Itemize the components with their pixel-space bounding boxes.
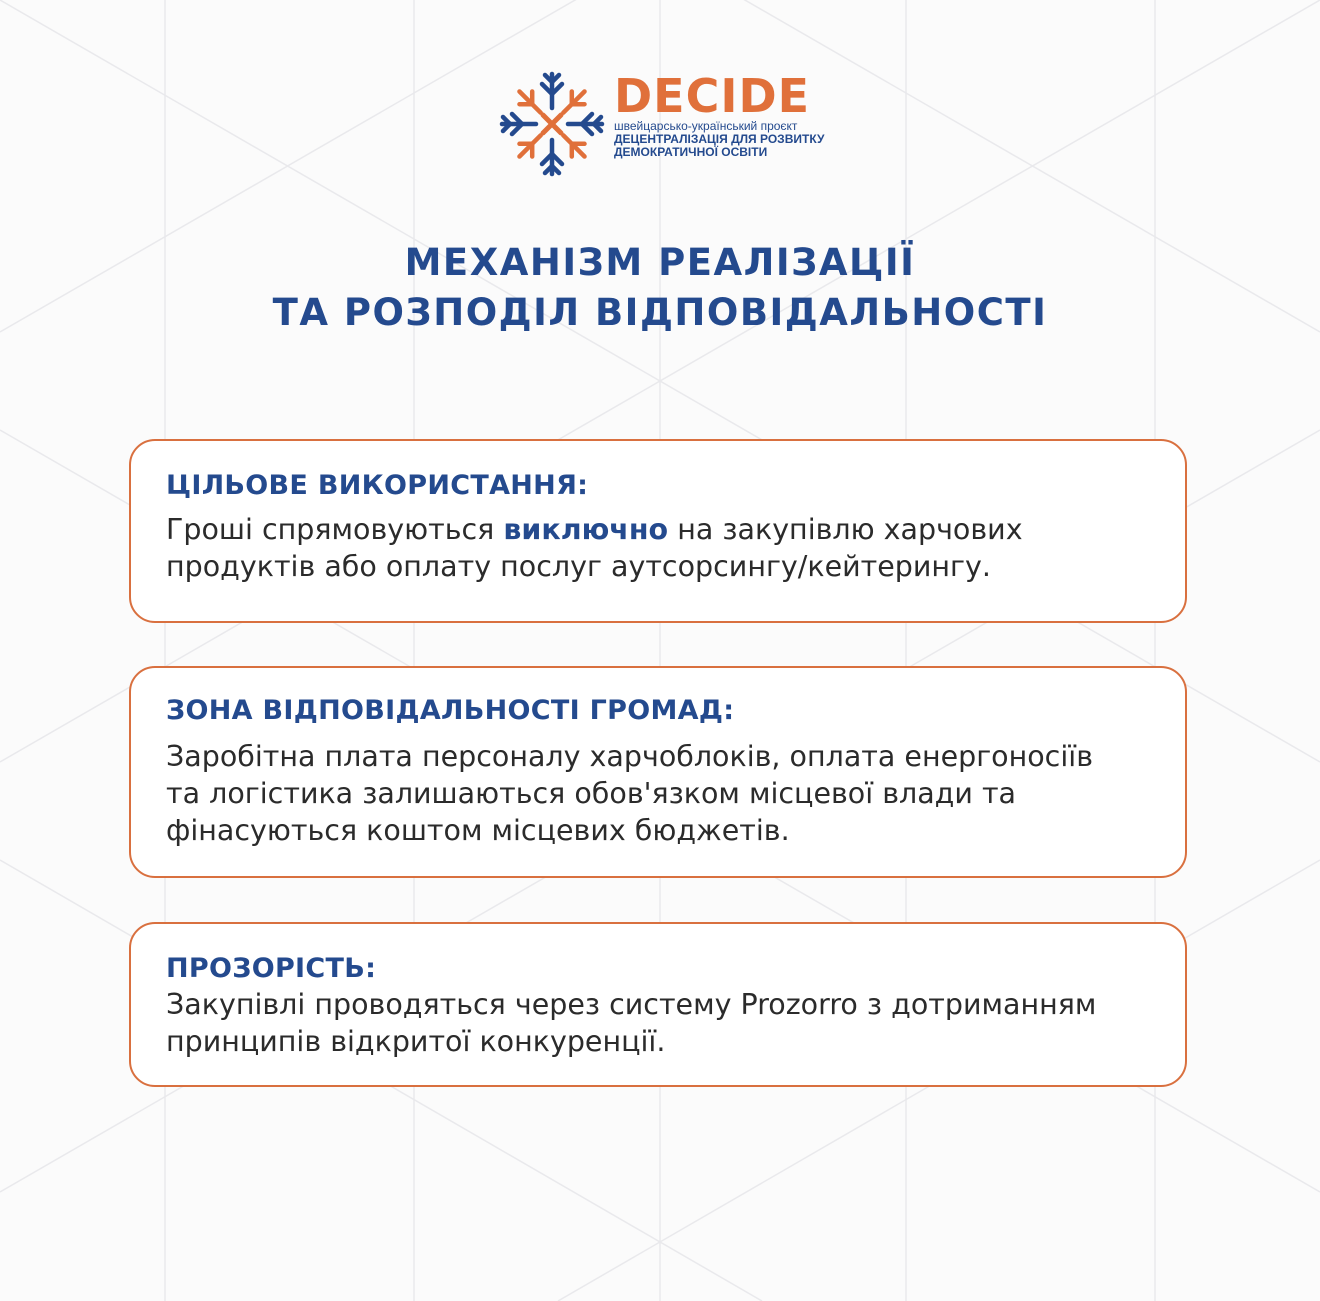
card-emphasis: виключно <box>503 513 669 546</box>
card-body-line: Заробітна плата персоналу харчоблоків, оплата енергоносіїв <box>166 740 1093 773</box>
logo-wordmark <box>614 69 825 159</box>
card-transparency <box>129 922 1187 1087</box>
card-community-responsibility <box>129 666 1187 878</box>
logo-tagline-1: ДЕЦЕНТРАЛІЗАЦІЯ ДЛЯ РОЗВИТКУ <box>614 132 825 146</box>
card-text: Гроші спрямовуються <box>166 513 504 546</box>
card-body-line: фінасуються коштом місцевих бюджетів. <box>166 814 790 847</box>
card-body <box>166 511 1155 585</box>
card-body-line: та логістика залишаються обов'язком місцевої влади та <box>166 777 1017 810</box>
card-heading: ЦІЛЬОВЕ ВИКОРИСТАННЯ: <box>166 470 589 501</box>
card-body-line: Закупівлі проводяться через систему Prozorro з дотриманням <box>166 988 1097 1021</box>
decide-logo <box>498 70 828 178</box>
snowflake-emblem-icon <box>498 70 606 178</box>
page-title-line-2: ТА РОЗПОДІЛ ВІДПОВІДАЛЬНОСТІ <box>272 291 1048 334</box>
card-body <box>166 738 1155 849</box>
card-text: на закупівлю харчових <box>668 513 1023 546</box>
card-body-line: продуктів або оплату послуг аутсорсингу/кейтерингу. <box>166 550 991 583</box>
card-body-line: принципів відкритої конкуренції. <box>166 1025 666 1058</box>
logo-brand-name: DECIDE <box>614 69 811 123</box>
card-heading: ЗОНА ВІДПОВІДАЛЬНОСТІ ГРОМАД: <box>166 695 735 726</box>
page-title-line-1: МЕХАНІЗМ РЕАЛІЗАЦІЇ <box>404 241 916 284</box>
card-body <box>166 986 1155 1060</box>
logo-tagline-2: ДЕМОКРАТИЧНОЇ ОСВІТИ <box>614 145 768 159</box>
logo-subtitle: швейцарсько-український проєкт <box>614 119 798 133</box>
card-targeted-use <box>129 439 1187 623</box>
card-body-line <box>166 511 1155 548</box>
page-title <box>0 238 1320 338</box>
card-heading: ПРОЗОРІСТЬ: <box>166 953 377 984</box>
